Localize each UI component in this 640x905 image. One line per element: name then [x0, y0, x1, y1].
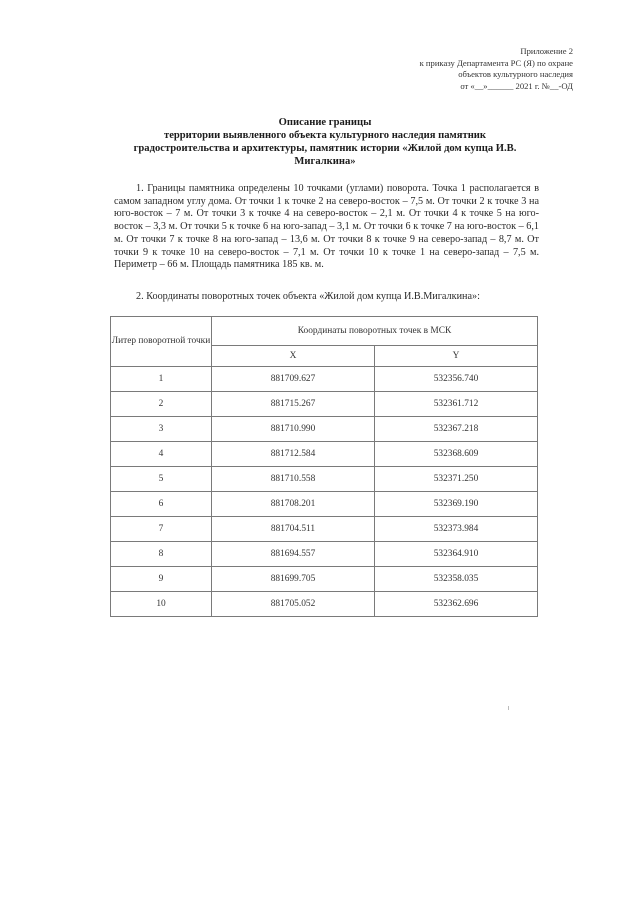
- point-cell: 2: [111, 392, 212, 417]
- header-msk-coordinates: Координаты поворотных точек в МСК: [212, 317, 538, 346]
- title-line: территории выявленного объекта культурного наследия памятник: [163, 130, 487, 141]
- coordinates-table: [110, 316, 538, 617]
- y-cell: 532368.609: [374, 442, 537, 467]
- header-y: Y: [374, 346, 537, 367]
- title-line: Описание границы: [278, 117, 372, 128]
- boundary-description-paragraph: 1. Границы памятника определены 10 точками (углами) поворота. Точка 1 располагается в самом западном углу дома. От точки 1 к точке 2 на северо-восток – 7,5 м. От точки 2 к точке 3 на юго-восток – 7 м. От точки 3 к точке 4 на северо-восток – 2,1 м. От точки 4 к точке 5 на юго-восток – 3,3 м. От точки 5 к точке 6 на юго-запад – 3,1 м. От точки 6 к точке 7 на юго-восток – 6,1 м. От точки 7 к точке 8 на юго-запад – 13,6 м. От точки 8 к точке 9 на северо-запад – 8,7 м. От точки 9 к точке 10 на северо-восток – 7,1 м. От точки 10 к точке 1 на северо-запад – 7,5 м. Периметр – 66 м. Площадь памятника 185 кв. м.: [114, 183, 539, 271]
- point-cell: 6: [111, 492, 212, 517]
- y-cell: 532371.250: [374, 467, 537, 492]
- table-row: [111, 567, 538, 592]
- point-cell: 5: [111, 467, 212, 492]
- table-row: [111, 467, 538, 492]
- header-x: X: [212, 346, 375, 367]
- x-cell: 881699.705: [212, 567, 375, 592]
- x-cell: 881704.511: [212, 517, 375, 542]
- x-cell: 881694.557: [212, 542, 375, 567]
- x-cell: 881712.584: [212, 442, 375, 467]
- appendix-line: Приложение 2: [520, 46, 573, 56]
- x-cell: 881710.558: [212, 467, 375, 492]
- title-line: градостроительства и архитектуры, памятник истории «Жилой дом купца И.В.: [133, 143, 517, 154]
- x-cell: 881715.267: [212, 392, 375, 417]
- y-cell: 532369.190: [374, 492, 537, 517]
- table-row: [111, 392, 538, 417]
- appendix-header: [323, 46, 573, 92]
- table-row: [111, 517, 538, 542]
- x-cell: 881705.052: [212, 592, 375, 617]
- coordinates-intro-paragraph: 2. Координаты поворотных точек объекта «Жилой дом купца И.В.Мигалкина»:: [136, 291, 480, 302]
- table-row: [111, 442, 538, 467]
- y-cell: 532362.696: [374, 592, 537, 617]
- y-cell: 532356.740: [374, 367, 537, 392]
- table-row: [111, 542, 538, 567]
- point-cell: 8: [111, 542, 212, 567]
- title-line: Мигалкина»: [294, 156, 356, 167]
- point-cell: 1: [111, 367, 212, 392]
- point-cell: 3: [111, 417, 212, 442]
- appendix-line: объектов культурного наследия: [458, 69, 573, 79]
- x-cell: 881710.990: [212, 417, 375, 442]
- table-row: [111, 592, 538, 617]
- y-cell: 532367.218: [374, 417, 537, 442]
- table-row: [111, 417, 538, 442]
- x-cell: 881709.627: [212, 367, 375, 392]
- appendix-line: от «__»______ 2021 г. №__-ОД: [460, 80, 573, 91]
- point-cell: 7: [111, 517, 212, 542]
- header-point-letter: Литер поворотной точки: [111, 317, 212, 367]
- y-cell: 532364.910: [374, 542, 537, 567]
- scan-artifact: [508, 706, 509, 710]
- point-cell: 10: [111, 592, 212, 617]
- point-cell: 4: [111, 442, 212, 467]
- y-cell: 532373.984: [374, 517, 537, 542]
- point-cell: 9: [111, 567, 212, 592]
- x-cell: 881708.201: [212, 492, 375, 517]
- y-cell: 532361.712: [374, 392, 537, 417]
- coordinates-table-body: [111, 367, 538, 617]
- table-row: [111, 492, 538, 517]
- table-row: [111, 367, 538, 392]
- document-title: [110, 116, 540, 168]
- appendix-line: к приказу Департамента РС (Я) по охране: [419, 57, 573, 68]
- y-cell: 532358.035: [374, 567, 537, 592]
